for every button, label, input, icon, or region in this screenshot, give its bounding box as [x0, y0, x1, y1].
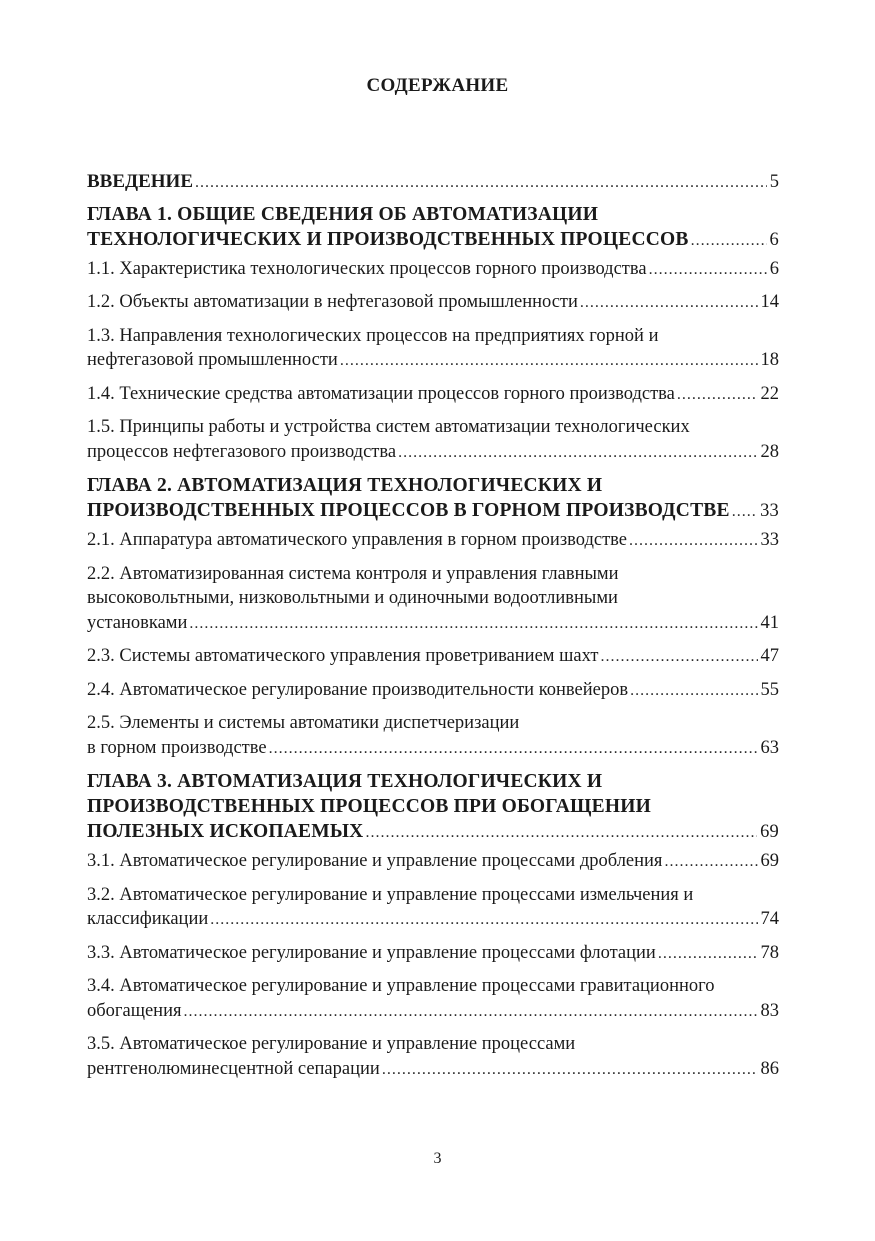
dot-leader — [398, 441, 757, 466]
toc-page-number: 5 — [769, 172, 779, 192]
toc-entry-title: 3.3. Автоматическое регулирование и управление процессами флотации — [87, 942, 656, 963]
dot-leader — [269, 737, 758, 762]
toc-page-number: 63 — [760, 737, 779, 758]
toc-entry-title: 2.4. Автоматическое регулирование производительности конвейеров — [87, 679, 629, 700]
toc-entry-section-1-1[interactable] — [87, 257, 779, 283]
dot-leader — [732, 499, 757, 524]
toc-entry-title: 1.1. Характеристика технологических процессов горного производства — [87, 258, 647, 279]
toc-entry-section-2-4[interactable] — [87, 678, 779, 704]
dot-leader — [210, 908, 757, 933]
dot-leader — [189, 612, 757, 637]
toc-entry-chapter-1[interactable] — [87, 202, 779, 253]
toc-entry-title: 1.2. Объекты автоматизации в нефтегазовой промышленности — [87, 292, 578, 312]
toc-page-number: 14 — [760, 292, 779, 312]
dot-leader — [580, 291, 758, 316]
toc-entry-section-3-5[interactable] — [87, 1032, 779, 1082]
toc-entry-chapter-3[interactable] — [87, 769, 779, 845]
dot-leader — [629, 529, 758, 554]
toc-entry-title-line: высоковольтными, низковольтными и одиночными водоотливными — [87, 588, 618, 608]
toc-entry-title-line: 3.5. Автоматическое регулирование и управление процессами — [87, 1034, 576, 1054]
toc-entry-introduction[interactable] — [87, 170, 779, 196]
toc-entry-section-1-2[interactable] — [87, 290, 779, 316]
dot-leader — [658, 942, 758, 967]
toc-page-number: 55 — [760, 679, 779, 700]
dot-leader — [195, 171, 767, 196]
dot-leader — [600, 645, 757, 670]
toc-entry-title-line: ПРОИЗВОДСТВЕННЫХ ПРОЦЕССОВ ПРИ ОБОГАЩЕНИИ — [87, 796, 651, 817]
dot-leader — [365, 820, 757, 845]
toc-entry-section-3-3[interactable] — [87, 941, 779, 967]
dot-leader — [382, 1058, 758, 1083]
toc-entry-title-line: обогащения — [87, 1000, 182, 1021]
toc-entry-title: 2.3. Системы автоматического управления проветриванием шахт — [87, 646, 599, 666]
toc-entry-title-line: ПРОИЗВОДСТВЕННЫХ ПРОЦЕССОВ В ГОРНОМ ПРОИЗВОДСТВЕ — [87, 500, 730, 521]
toc-page-number: 74 — [760, 909, 779, 929]
toc-page-number: 47 — [760, 646, 779, 666]
toc-entry-title: 3.1. Автоматическое регулирование и управление процессами дробления — [87, 851, 663, 871]
toc-entry-section-2-2[interactable] — [87, 562, 779, 637]
toc-page-number: 6 — [769, 258, 779, 279]
toc-entry-title-line: ГЛАВА 1. ОБЩИЕ СВЕДЕНИЯ ОБ АВТОМАТИЗАЦИИ — [87, 203, 599, 225]
toc-page-number: 69 — [760, 822, 779, 842]
toc-page-number: 78 — [760, 942, 779, 963]
page-title: СОДЕРЖАНИЕ — [366, 75, 509, 96]
dot-leader — [691, 228, 767, 253]
toc-entry-title-line: ТЕХНОЛОГИЧЕСКИХ И ПРОИЗВОДСТВЕННЫХ ПРОЦЕССОВ — [87, 228, 689, 250]
toc-entry-title: 1.4. Технические средства автоматизации процессов горного производства — [87, 383, 675, 404]
toc-entry-title-line: ГЛАВА 2. АВТОМАТИЗАЦИЯ ТЕХНОЛОГИЧЕСКИХ И — [87, 475, 603, 496]
toc-entry-title-line: 3.2. Автоматическое регулирование и управление процессами измельчения и — [87, 884, 694, 905]
toc-entry-title-line: рентгенолюминесцентной сепарации — [87, 1058, 380, 1079]
toc-entry-section-1-4[interactable] — [87, 382, 779, 408]
toc-entry-section-1-3[interactable] — [87, 324, 779, 374]
toc-entry-section-3-1[interactable] — [87, 849, 779, 875]
dot-leader — [664, 850, 757, 875]
toc-page-number: 28 — [760, 441, 779, 462]
page-number: 3 — [433, 1150, 442, 1167]
toc-page-number: 83 — [760, 1000, 779, 1021]
dot-leader — [183, 1000, 757, 1025]
dot-leader — [630, 679, 757, 704]
toc-entry-title-line: 2.5. Элементы и системы автоматики диспетчеризации — [87, 713, 520, 733]
toc-entry-section-2-1[interactable] — [87, 528, 779, 554]
table-of-contents — [87, 170, 779, 1090]
toc-entry-section-1-5[interactable] — [87, 415, 779, 465]
toc-entry-title-line: 1.5. Принципы работы и устройства систем автоматизации технологических — [87, 417, 690, 437]
toc-page-number: 33 — [760, 501, 779, 521]
dot-leader — [340, 349, 758, 374]
toc-page-number: 86 — [760, 1058, 779, 1079]
toc-entry-title-line: ГЛАВА 3. АВТОМАТИЗАЦИЯ ТЕХНОЛОГИЧЕСКИХ И — [87, 771, 603, 792]
toc-page-number: 18 — [760, 350, 779, 370]
toc-entry-section-3-2[interactable] — [87, 883, 779, 933]
toc-entry-title-line: 3.4. Автоматическое регулирование и управление процессами гравитационного — [87, 976, 715, 996]
toc-page-number: 69 — [760, 851, 779, 871]
toc-entry-title-line: классификации — [87, 909, 209, 929]
toc-entry-title-line: 2.2. Автоматизированная система контроля и управления главными — [87, 563, 619, 584]
toc-page-number: 22 — [760, 383, 779, 404]
toc-entry-title-line: ПОЛЕЗНЫХ ИСКОПАЕМЫХ — [87, 821, 364, 842]
dot-leader — [649, 258, 767, 283]
dot-leader — [677, 383, 758, 408]
toc-entry-title: 2.1. Аппаратура автоматического управления в горном производстве — [87, 530, 627, 550]
toc-entry-title-line: нефтегазовой промышленности — [87, 350, 338, 370]
toc-entry-title-line: в горном производстве — [87, 737, 267, 758]
toc-page-number: 41 — [760, 612, 779, 633]
toc-entry-title-line: процессов нефтегазового производства — [87, 441, 397, 462]
toc-entry-section-3-4[interactable] — [87, 974, 779, 1024]
toc-entry-chapter-2[interactable] — [87, 473, 779, 524]
toc-entry-title-line: установками — [87, 612, 188, 633]
toc-page-number: 33 — [760, 530, 779, 550]
toc-entry-section-2-5[interactable] — [87, 711, 779, 761]
toc-page-number: 6 — [769, 229, 779, 250]
toc-entry-title: ВВЕДЕНИЕ — [87, 171, 193, 192]
toc-entry-section-2-3[interactable] — [87, 644, 779, 670]
toc-entry-title-line: 1.3. Направления технологических процессов на предприятиях горной и — [87, 325, 659, 346]
